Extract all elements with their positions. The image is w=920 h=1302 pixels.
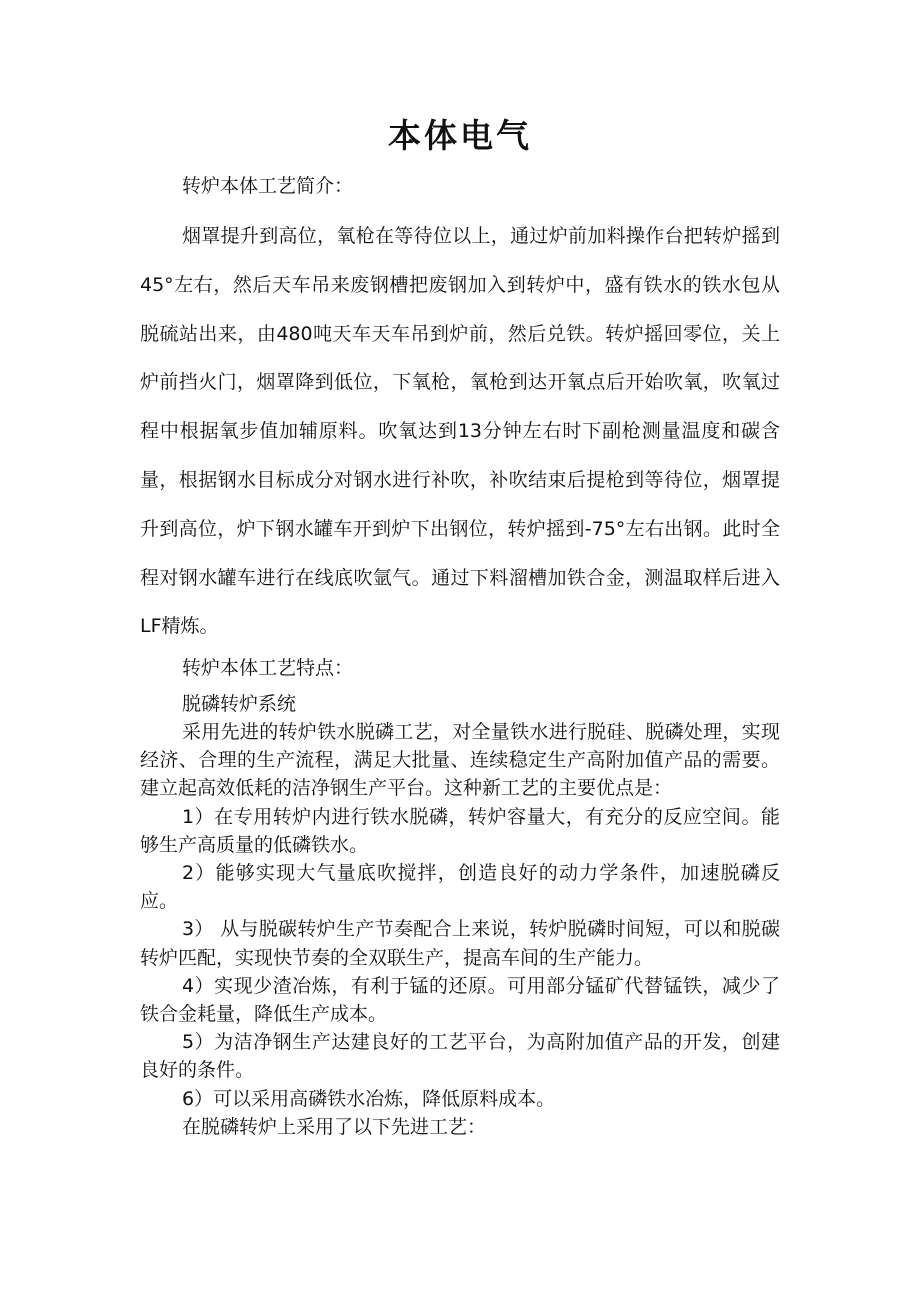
advantage-item-6: 6）可以采用高磷铁水冶炼，降低原料成本。 (182, 1087, 556, 1110)
subsection-heading: 脱磷转炉系统 (182, 693, 297, 715)
section-intro-heading: 转炉本体工艺简介： (182, 175, 354, 197)
advantage-item-1: 1）在专用转炉内进行铁水脱磷，转炉容量大，有充分的反应空间。能够生产高质量的低磷铁水。 (140, 805, 780, 856)
intro-paragraph: 烟罩提升到高位，氧枪在等待位以上，通过炉前加料操作台把转炉摇到45°左右，然后天车吊来废钢槽把废钢加入到转炉中，盛有铁水的铁水包从脱硫站出来，由480吨天车天车吊到炉前，然后兑铁。转炉摇回零位，关上炉前挡火门，烟罩降到低位，下氧枪，氧枪到达开氧点后开始吹氧，吹氧过程中根据氧步值加辅原料。吹氧达到13分钟左右时下副枪测量温度和碳含量，根据钢水目标成分对钢水进行补吹，补吹结束后提枪到等待位，烟罩提升到高位，炉下钢水罐车开到炉下出钢位，转炉摇到-75°左右出钢。此时全程对钢水罐车进行在线底吹氩气。通过下料溜槽加铁合金，测温取样后进入LF精炼。 (140, 225, 780, 638)
document-title: 本体电气 (388, 116, 532, 155)
advantage-item-4: 4）实现少渣冶炼，有利于锰的还原。可用部分锰矿代替锰铁，减少了铁合金耗量，降低生产成本。 (140, 974, 780, 1026)
section-features-heading: 转炉本体工艺特点： (182, 657, 354, 679)
advantage-item-2: 2）能够实现大气量底吹搅拌，创造良好的动力学条件，加速脱磷反应。 (140, 862, 780, 913)
features-paragraph: 采用先进的转炉铁水脱磷工艺，对全量铁水进行脱硅、脱磷处理，实现经济、合理的生产流程，满足大批量、连续稳定生产高附加值产品的需要。建立起高效低耗的洁净钢生产平台。这种新工艺的主要优点是： (140, 721, 780, 800)
advantage-item-5: 5）为洁净钢生产达建良好的工艺平台，为高附加值产品的开发，创建良好的条件。 (140, 1031, 780, 1082)
closing-line: 在脱磷转炉上采用了以下先进工艺： (182, 1115, 487, 1138)
advantage-item-3: 3） 从与脱碳转炉生产节奏配合上来说，转炉脱磷时间短，可以和脱碳转炉匹配，实现快节奏的全双联生产，提高车间的生产能力。 (140, 918, 780, 969)
features-block (140, 718, 780, 1141)
